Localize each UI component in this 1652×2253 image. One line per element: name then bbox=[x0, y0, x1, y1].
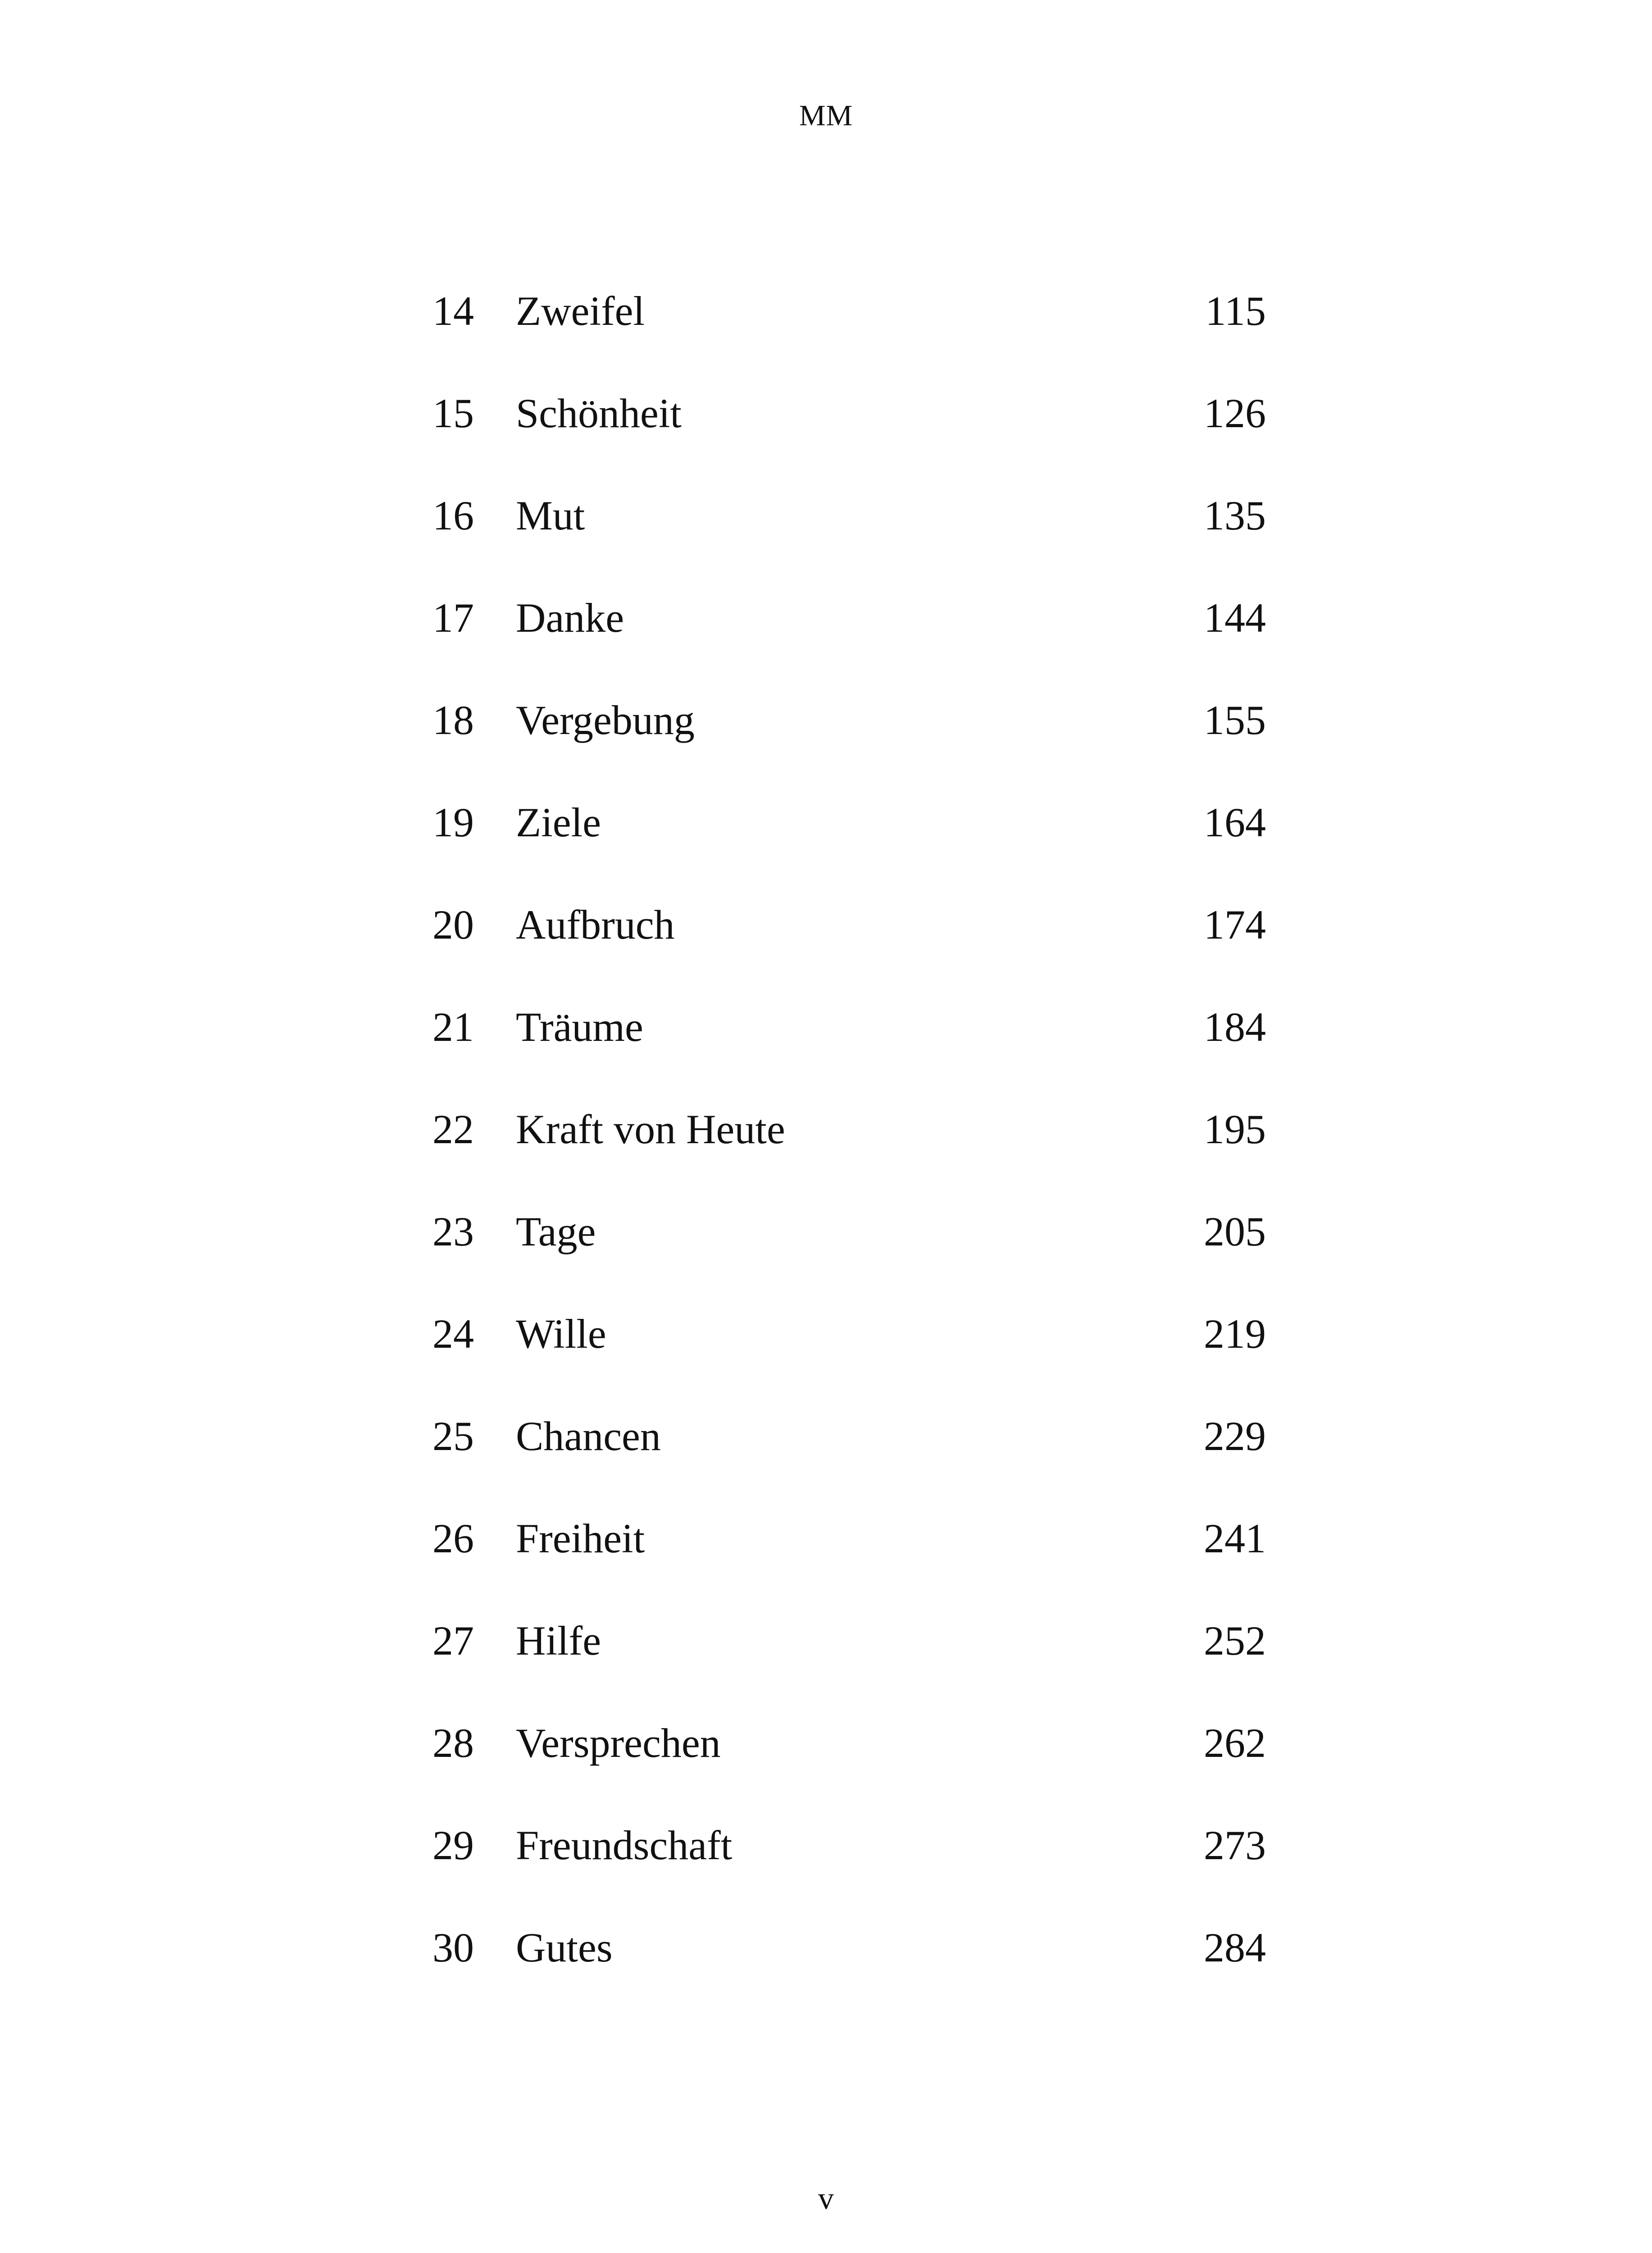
toc-chapter-title: Kraft von Heute bbox=[516, 1106, 785, 1152]
toc-entry bbox=[432, 1916, 1266, 2018]
toc-entry bbox=[432, 791, 1266, 893]
toc-chapter-number: 17 bbox=[432, 595, 474, 641]
toc-page-number: 219 bbox=[1204, 1311, 1266, 1357]
toc-page-number: 273 bbox=[1204, 1822, 1266, 1868]
toc-entry bbox=[432, 1405, 1266, 1507]
toc-chapter-number: 26 bbox=[432, 1515, 474, 1561]
toc-chapter-title: Zweifel bbox=[516, 288, 645, 334]
toc-chapter-number: 18 bbox=[432, 697, 474, 743]
toc-entry bbox=[432, 382, 1266, 484]
toc-entry bbox=[432, 1200, 1266, 1302]
toc-chapter-title: Wille bbox=[516, 1311, 606, 1357]
toc-entry bbox=[432, 1098, 1266, 1200]
toc-page-number: 115 bbox=[1205, 288, 1266, 334]
toc-page-number: 262 bbox=[1204, 1720, 1266, 1766]
toc-chapter-title: Versprechen bbox=[516, 1720, 721, 1766]
toc-chapter-title: Ziele bbox=[516, 799, 601, 845]
toc-chapter-number: 22 bbox=[432, 1106, 474, 1152]
toc-page-number: 205 bbox=[1204, 1209, 1266, 1254]
toc-chapter-title: Träume bbox=[516, 1004, 643, 1050]
table-of-contents bbox=[432, 279, 1266, 2018]
toc-page-number: 195 bbox=[1204, 1106, 1266, 1152]
running-header: MM bbox=[799, 99, 853, 132]
toc-chapter-title: Freundschaft bbox=[516, 1822, 733, 1868]
toc-page-number: 184 bbox=[1204, 1004, 1266, 1050]
toc-entry bbox=[432, 995, 1266, 1098]
toc-chapter-title: Danke bbox=[516, 595, 624, 641]
toc-page-number: 135 bbox=[1204, 493, 1266, 538]
toc-chapter-title: Freiheit bbox=[516, 1515, 645, 1561]
toc-chapter-number: 24 bbox=[432, 1311, 474, 1357]
toc-entry bbox=[432, 893, 1266, 995]
toc-page-number: 252 bbox=[1204, 1618, 1266, 1664]
toc-entry bbox=[432, 586, 1266, 689]
toc-chapter-title: Tage bbox=[516, 1209, 596, 1254]
toc-chapter-number: 25 bbox=[432, 1413, 474, 1459]
toc-chapter-title: Schönheit bbox=[516, 390, 682, 436]
toc-page-number: 144 bbox=[1204, 595, 1266, 641]
toc-page-number: 174 bbox=[1204, 902, 1266, 948]
toc-entry bbox=[432, 1711, 1266, 1814]
toc-chapter-number: 30 bbox=[432, 1925, 474, 1970]
toc-page-number: 155 bbox=[1204, 697, 1266, 743]
toc-chapter-number: 20 bbox=[432, 902, 474, 948]
toc-chapter-number: 14 bbox=[432, 288, 474, 334]
page-number: v bbox=[818, 2181, 834, 2216]
toc-page-number: 241 bbox=[1204, 1515, 1266, 1561]
toc-entry bbox=[432, 689, 1266, 791]
toc-chapter-title: Aufbruch bbox=[516, 902, 675, 948]
toc-entry bbox=[432, 484, 1266, 586]
toc-chapter-title: Hilfe bbox=[516, 1618, 601, 1664]
toc-chapter-title: Chancen bbox=[516, 1413, 661, 1459]
toc-chapter-number: 21 bbox=[432, 1004, 474, 1050]
toc-entry bbox=[432, 1302, 1266, 1405]
toc-chapter-number: 15 bbox=[432, 390, 474, 436]
toc-chapter-title: Vergebung bbox=[516, 697, 695, 743]
toc-chapter-number: 19 bbox=[432, 799, 474, 845]
toc-page-number: 284 bbox=[1204, 1925, 1266, 1970]
toc-chapter-number: 28 bbox=[432, 1720, 474, 1766]
toc-chapter-number: 29 bbox=[432, 1822, 474, 1868]
toc-chapter-number: 27 bbox=[432, 1618, 474, 1664]
toc-entry bbox=[432, 1609, 1266, 1711]
toc-chapter-title: Gutes bbox=[516, 1925, 613, 1970]
toc-page-number: 164 bbox=[1204, 799, 1266, 845]
toc-page-number: 126 bbox=[1204, 390, 1266, 436]
toc-chapter-title: Mut bbox=[516, 493, 585, 538]
toc-page-number: 229 bbox=[1204, 1413, 1266, 1459]
toc-entry bbox=[432, 1507, 1266, 1609]
toc-entry bbox=[432, 279, 1266, 382]
toc-entry bbox=[432, 1814, 1266, 1916]
toc-chapter-number: 16 bbox=[432, 493, 474, 538]
toc-chapter-number: 23 bbox=[432, 1209, 474, 1254]
